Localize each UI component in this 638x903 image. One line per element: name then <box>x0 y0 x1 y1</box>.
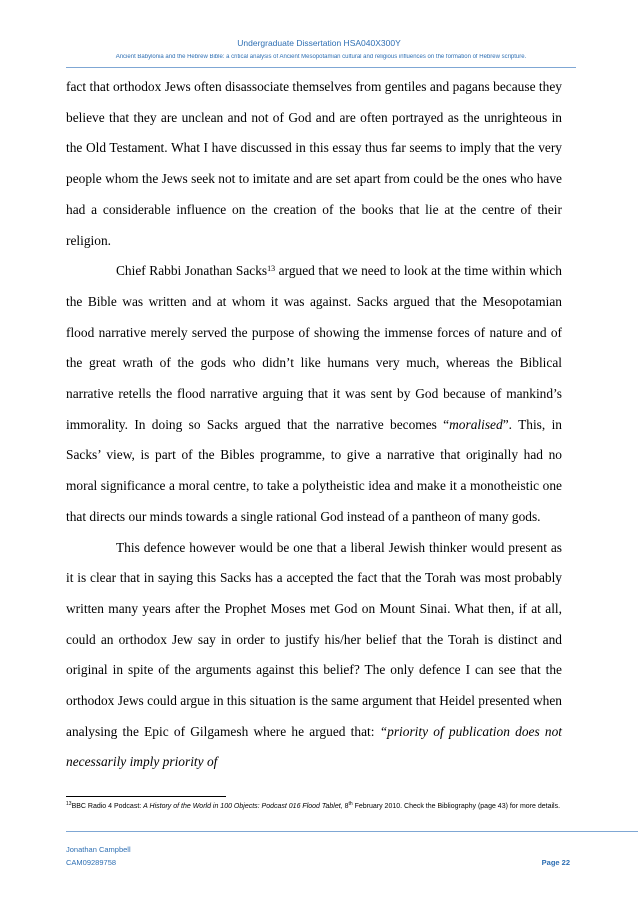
paragraph-2-part-b: argued that we need to look at the time within which the Bible was written and at whom it was against. Sacks argued that the Mesopotamian flood narrative merely served the purpose of showing the immense forces of nature and of the great wrath of the gods who didn’t like humans very much, whereas the Biblical narrative retells the flood narrative arguing that it was sent by God because of mankind’s immorality. In doing so Sacks argued that the narrative becomes “ <box>66 263 562 432</box>
footnote-reference: 13 <box>267 264 276 274</box>
footnote-text-c: February 2010. Check the Bibliography (page 43) for more details. <box>352 803 561 810</box>
paragraph-2-part-c: ”. This, in Sacks’ view, is part of the Bibles programme, to give a narrative that originally had no moral significance a moral centre, to take a polytheistic idea and make it a monotheistic one that directs our minds towards a single rational God instead of a pantheon of many gods. <box>66 416 562 524</box>
footer-student-id: CAM09289758 <box>66 858 117 867</box>
page-number: Page 22 <box>541 858 570 867</box>
footnote-text-b: 8 <box>342 803 349 810</box>
paragraph-2 <box>66 256 562 532</box>
footer-divider <box>66 831 638 832</box>
footnote-number: 13 <box>66 801 72 807</box>
paragraph-2-part-a: Chief Rabbi Jonathan Sacks <box>116 263 268 279</box>
header-title: Undergraduate Dissertation HSA040X300Y <box>237 38 401 48</box>
paragraph-3 <box>66 533 562 779</box>
header-subtitle: Ancient Babylonia and the Hebrew Bible: a critical analysis of Ancient Mesopotamian cultural and religious influences on the formation of Hebrew scripture. <box>115 54 527 60</box>
footnote-text-a: BBC Radio 4 Podcast: <box>71 803 144 810</box>
footnote-ordinal: th <box>348 801 353 807</box>
footnote-divider <box>66 796 226 797</box>
paragraph-3-part-a: This defence however would be one that a liberal Jewish thinker would present as it is clear that in saying this Sacks has a accepted the fact that the Torah was most probably written many years after the Prophet Moses met God on Mount Sinai. What then, if at all, could an orthodox Jew say in order to justify his/her belief that the Torah is distinct and original in spite of the arguments against this belief? The only defence I can see that the orthodox Jews could argue in this situation is the same argument that Heidel presented when analysing the Epic of Gilgamesh where he argued that: <box>66 539 562 739</box>
paragraph-2-emphasis: moralised <box>449 416 503 432</box>
body-text <box>66 72 562 778</box>
footnote-title: A History of the World in 100 Objects: Podcast 016 Flood Tablet, <box>143 803 343 810</box>
footnote <box>66 800 562 813</box>
paragraph-3-quote: “priority of publication does not necessarily imply priority of <box>66 723 563 770</box>
footer-author: Jonathan Campbell <box>66 845 131 854</box>
paragraph-1: fact that orthodox Jews often disassociate themselves from gentiles and pagans because they believe that they are unclean and not of God and are often portrayed as the unrighteous in the Old Testament. What I have discussed in this essay thus far seems to imply that the very people whom the Jews seek not to imitate and are set apart from could be the ones who have had a considerable influence on the creation of the books that lie at the centre of their religion. <box>66 79 562 248</box>
header-divider <box>66 67 576 68</box>
